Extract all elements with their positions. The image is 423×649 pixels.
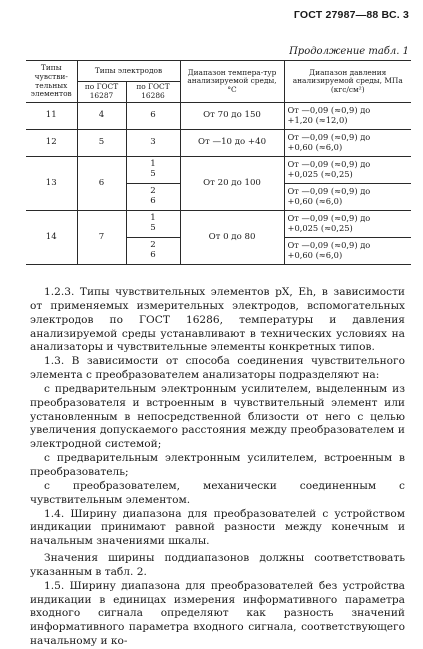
header-temperature-range: Диапазон темпера-тур анализируемой среды, °С (180, 61, 284, 103)
header-electrode-types: Типы электродов (77, 61, 180, 82)
cell-gost-16287: 5 (77, 130, 126, 157)
list-item-preamp-built-in: с предварительным электронным усилителем, встроенным в преобразователь; (30, 452, 405, 478)
table-row (26, 103, 411, 130)
cell-gost-16286: 2 6 (126, 184, 180, 211)
cell-temperature: От 20 до 100 (180, 157, 284, 211)
cell-type: 14 (26, 211, 77, 265)
list-item-converter-attached: с преобразователем, механически соединенным с чувствительным элементом. (30, 479, 405, 506)
cell-temperature: От 0 до 80 (180, 211, 284, 265)
paragraph-subrange-note: Значения ширины поддиапазонов должны соответствовать указанным в табл. 2. (30, 552, 405, 578)
header-gost-16286: по ГОСТ 16286 (126, 82, 180, 103)
header-gost-16287: по ГОСТ 16287 (77, 82, 126, 103)
table-row (26, 157, 411, 184)
cell-pressure: От —0,09 (≈0,9) до +0,60 (≈6,0) (284, 238, 411, 265)
cell-gost-16286: 1 5 (126, 211, 180, 238)
cell-type: 12 (26, 130, 77, 157)
table-continuation-label: Продолжение табл. 1 (289, 46, 409, 57)
cell-temperature: От 70 до 150 (180, 103, 284, 130)
list-item-preamp-separated: с предварительным электронным усилителем, выделенным из преобразователя и встроенным в чувствительный элемент или установленным в непосредственной близости от него с целью увеличения допускаемого расстояния между преобразователем и электродной системой; (30, 382, 405, 451)
paragraph-1-3: 1.3. В зависимости от способа соединения чувствительного элемента с преобразователем анализаторы подразделяют на: (30, 355, 405, 382)
cell-gost-16286: 6 (126, 103, 180, 130)
cell-gost-16286: 3 (126, 130, 180, 157)
header-pressure-range: Диапазон давления анализируемой среды, МПа (кгс/см²) (284, 61, 411, 103)
cell-gost-16287: 4 (77, 103, 126, 130)
paragraph-1-5: 1.5. Ширину диапазона для преобразователей без устройства индикации в единицах измерения информативного параметра входного сигнала определяют как разность значений информативного параметра входного сигнала, соответствующего начальному и ко- (30, 579, 405, 648)
cell-gost-16287: 7 (77, 211, 126, 265)
document-body (30, 286, 405, 649)
paragraph-1-4: 1.4. Ширину диапазона для преобразователей с устройством индикации принимают равной разности между конечным и начальным значениями шкалы. (30, 507, 405, 548)
cell-pressure: От —0,09 (≈0,9) до +0,60 (≈6,0) (284, 130, 411, 157)
cell-pressure: От —0,09 (≈0,9) до +0,025 (≈0,25) (284, 211, 411, 238)
cell-pressure: От —0,09 (≈0,9) до +0,60 (≈6,0) (284, 184, 411, 211)
cell-gost-16287: 6 (77, 157, 126, 211)
cell-type: 13 (26, 157, 77, 211)
cell-pressure: От —0,09 (≈0,9) до +1,20 (≈12,0) (284, 103, 411, 130)
cell-pressure: От —0,09 (≈0,9) до +0,025 (≈0,25) (284, 157, 411, 184)
page-header: ГОСТ 27987—88 ВС. 3 (293, 9, 409, 21)
cell-gost-16286: 2 6 (126, 238, 180, 265)
electrode-types-table (26, 60, 411, 265)
cell-type: 11 (26, 103, 77, 130)
table-row (26, 211, 411, 238)
table-row (26, 130, 411, 157)
cell-gost-16286: 1 5 (126, 157, 180, 184)
cell-temperature: От —10 до +40 (180, 130, 284, 157)
paragraph-1-2-3: 1.2.3. Типы чувствительных элементов pX, Eh, в зависимости от применяемых измерительных электродов, вспомогательных электродов по ГОСТ 16286, температуры и давления анализируемой среды устанавливают в технических условиях на анализаторы и чувствительные элементы конкретных типов. (30, 286, 405, 354)
header-sensor-types: Типы чувстви-тельных элементов (26, 61, 77, 103)
